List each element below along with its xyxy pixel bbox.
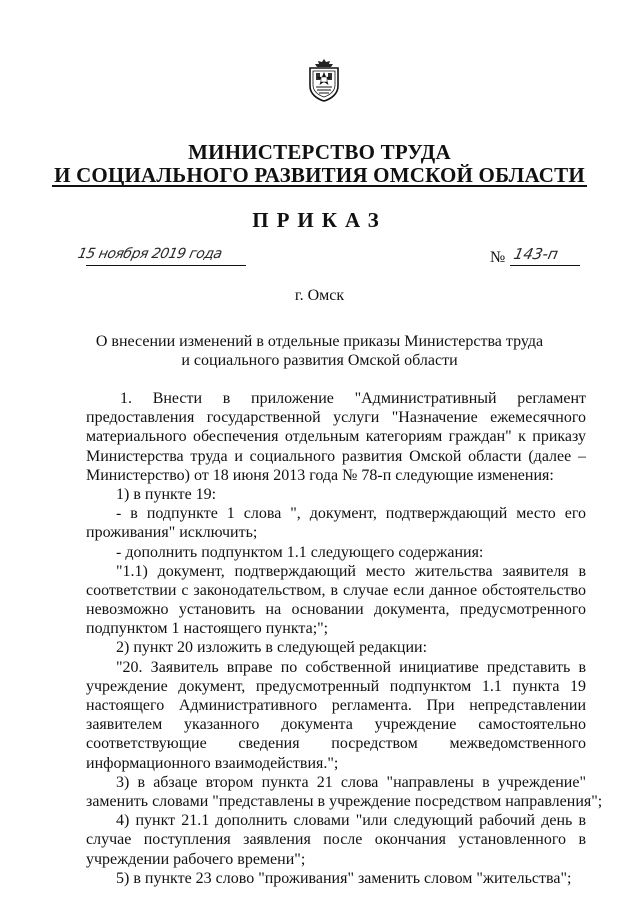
body-line: Министерства труда и социального развития Омской области (далее – <box>86 447 586 465</box>
ministry-name-line2-text: И СОЦИАЛЬНОГО РАЗВИТИЯ ОМСКОЙ ОБЛАСТИ <box>54 163 585 187</box>
body-line: соответствии с законодательством, в случае если данное обстоятельство <box>86 581 586 599</box>
ministry-name-line1-text: МИНИСТЕРСТВО ТРУДА <box>188 140 451 164</box>
order-body <box>86 389 603 888</box>
body-line: "20. Заявитель вправе по собственной инициативе представить в <box>116 658 586 676</box>
body-line: случае поступления заявления после окончания установленного в <box>86 831 586 849</box>
body-line: 1) в пункте 19: <box>116 485 217 503</box>
body-line: учреждении рабочего времени"; <box>86 850 306 868</box>
document-type-title: ПРИКАЗ <box>252 208 387 232</box>
body-line: 5) в пункте 23 слово "проживания" заменить словом "жительства"; <box>116 869 572 887</box>
body-line: заменить словами "представлены в учреждение посредством направления"; <box>86 792 603 810</box>
body-line: невозможно установить на основании документа, предусмотренного <box>86 601 586 619</box>
ministry-name-line1 <box>0 140 639 165</box>
number-field <box>510 245 580 266</box>
body-line: заявителем указанного документа учреждение самостоятельно <box>86 716 586 734</box>
body-line: - в подпункте 1 слова ", документ, подтверждающий место его <box>116 505 586 523</box>
order-title-line1: О внесении изменений в отдельные приказы Министерства труда <box>95 333 544 350</box>
body-line: 1. Внести в приложение "Административный регламент <box>120 390 586 407</box>
body-line: подпунктом 1 настоящего пункта;"; <box>86 620 329 638</box>
body-line: - дополнить подпунктом 1.1 следующего содержания: <box>116 543 484 561</box>
body-line: проживания" исключить; <box>86 524 258 542</box>
handwritten-date: 15 ноября 2019 года <box>76 246 224 262</box>
body-line: Министерство) от 18 июня 2013 года № 78-п следующие изменения: <box>86 466 554 484</box>
body-line: материального обеспечения отдельным категориям граждан" к приказу <box>86 428 586 446</box>
body-line: учреждение документ, предусмотренный подпунктом 1.1 пункта 19 <box>86 677 586 695</box>
omsk-coat-of-arms-icon <box>306 58 342 102</box>
handwritten-number: 143-п <box>512 245 560 263</box>
body-line: 4) пункт 21.1 дополнить словами "или следующий рабочий день в <box>116 812 586 830</box>
city-label: г. Омск <box>294 287 345 304</box>
body-line: 3) в абзаце втором пункта 21 слова "направлены в учреждение" <box>116 773 586 791</box>
body-line: настоящего Административного регламента. При непредставлении <box>86 697 586 714</box>
order-title-line2: и социального развития Омской области <box>181 352 458 369</box>
number-label: № <box>490 249 506 266</box>
date-field <box>76 246 246 266</box>
body-line: 2) пункт 20 изложить в следующей редакции: <box>116 639 428 657</box>
body-line: "1.1) документ, подтверждающий место жительства заявителя в <box>116 562 586 580</box>
body-line: соответствующие сведения посредством межведомственного <box>86 735 586 753</box>
body-line: информационного взаимодействия."; <box>86 754 339 772</box>
body-line: предоставления государственной услуги "Назначение ежемесячного <box>86 409 586 427</box>
ministry-name-line2 <box>0 163 639 188</box>
